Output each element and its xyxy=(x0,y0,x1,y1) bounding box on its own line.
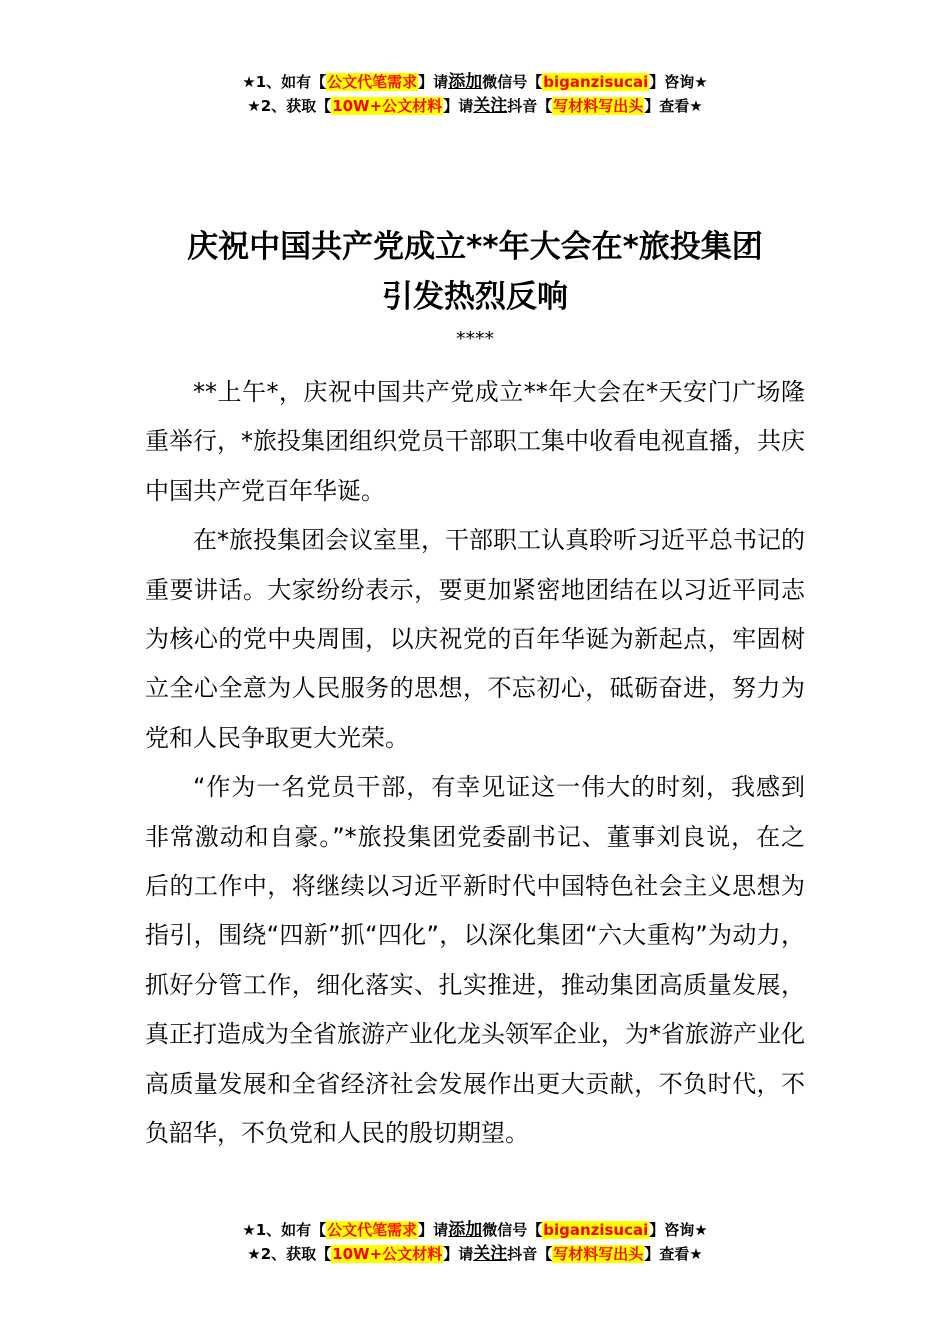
promo-highlight: 10W+公文材料 xyxy=(332,97,443,115)
promo-line-1: ★1、如有【公文代笔需求】请添加微信号【biganzisucai】咨询★ xyxy=(242,72,708,92)
promo-line-1: ★1、如有【公文代笔需求】请添加微信号【biganzisucai】咨询★ xyxy=(242,1220,708,1240)
promo-highlight: 公文代笔需求 xyxy=(327,1221,418,1239)
promo-highlight: 公文代笔需求 xyxy=(327,73,418,91)
promo-line-2: ★2、获取【10W+公文材料】请关注抖音【写材料写出头】查看★ xyxy=(247,96,703,116)
promo-highlight: biganzisucai xyxy=(543,1221,649,1239)
paragraph: **上午*，庆祝中国共产党成立**年大会在*天安门广场隆重举行，*旅投集团组织党员干部职工集中收看电视直播，共庆中国共产党百年华诞。 xyxy=(145,378,805,505)
document-title xyxy=(0,222,950,322)
promo-banner-bottom xyxy=(0,1218,950,1266)
promo-highlight: 写材料写出头 xyxy=(553,1245,644,1263)
promo-highlight: 10W+公文材料 xyxy=(332,1245,443,1263)
title-line-2: 引发热烈反响 xyxy=(382,279,568,315)
promo-highlight: 写材料写出头 xyxy=(553,97,644,115)
promo-banner-top xyxy=(0,70,950,118)
title-line-1: 庆祝中国共产党成立**年大会在*旅投集团 xyxy=(187,229,763,265)
promo-highlight: biganzisucai xyxy=(543,73,649,91)
promo-line-2: ★2、获取【10W+公文材料】请关注抖音【写材料写出头】查看★ xyxy=(247,1244,703,1264)
document-body xyxy=(145,368,805,1159)
author-line: **** xyxy=(456,328,494,350)
paragraph: “作为一名党员干部，有幸见证这一伟大的时刻，我感到非常激动和自豪。”*旅投集团党委副书记、董事刘良说，在之后的工作中，将继续以习近平新时代中国特色社会主义思想为指引，围绕“四新”抓“四化”，以深化集团“六大重构”为动力，抓好分管工作，细化落实、扎实推进，推动集团高质量发展，真正打造成为全省旅游产业化龙头领军企业，为*省旅游产业化高质量发展和全省经济社会发展作出更大贡献，不负时代，不负韶华，不负党和人民的殷切期望。 xyxy=(145,773,805,1148)
paragraph: 在*旅投集团会议室里，干部职工认真聆听习近平总书记的重要讲话。大家纷纷表示，要更加紧密地团结在以习近平同志为核心的党中央周围，以庆祝党的百年华诞为新起点，牢固树立全心全意为人民服务的思想，不忘初心，砥砺奋进，努力为党和人民争取更大光荣。 xyxy=(145,526,805,752)
